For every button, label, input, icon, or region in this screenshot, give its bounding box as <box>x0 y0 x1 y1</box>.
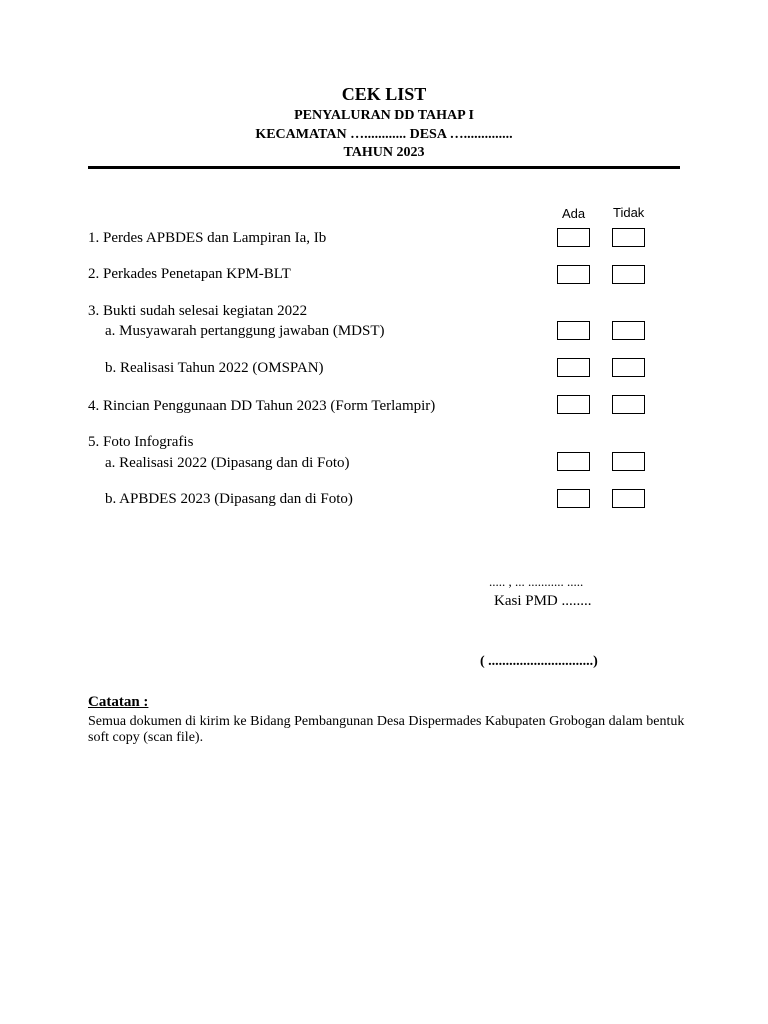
checklist-item-5a: a. Realisasi 2022 (Dipasang dan di Foto) <box>105 455 350 471</box>
document-title: CEK LIST <box>341 84 427 104</box>
column-tidak-label: Tidak <box>613 205 645 220</box>
checklist-item-4: 4. Rincian Penggunaan DD Tahun 2023 (Form Terlampir) <box>88 398 436 414</box>
checklist-item-1: 1. Perdes APBDES dan Lampiran Ia, Ib <box>88 230 327 246</box>
checkbox-ada-item-4[interactable] <box>557 395 590 414</box>
checklist-item-2: 2. Perkades Penetapan KPM-BLT <box>88 266 291 282</box>
subtitle-line-2: KECAMATAN …............ DESA ….............. <box>255 127 513 142</box>
signature-name: ( ..............................) <box>480 654 598 669</box>
checkbox-ada-item-3a[interactable] <box>557 321 590 340</box>
checkbox-ada-item-2[interactable] <box>557 265 590 284</box>
checkbox-ada-item-5b[interactable] <box>557 489 590 508</box>
subtitle-line-3: TAHUN 2023 <box>343 145 425 160</box>
column-ada-label: Ada <box>562 206 586 221</box>
checkbox-ada-item-1[interactable] <box>557 228 590 247</box>
checkbox-tidak-item-4[interactable] <box>612 395 645 414</box>
checkbox-tidak-item-3a[interactable] <box>612 321 645 340</box>
signature-position: Kasi PMD ........ <box>494 593 592 609</box>
checkbox-tidak-item-5a[interactable] <box>612 452 645 471</box>
signature-place-date: ..... , ... ........... ..... <box>489 574 584 589</box>
checklist-item-3: 3. Bukti sudah selesai kegiatan 2022 <box>88 303 308 319</box>
checklist-item-3b: b. Realisasi Tahun 2022 (OMSPAN) <box>105 360 324 376</box>
checklist-item-5: 5. Foto Infografis <box>88 434 194 450</box>
checkbox-tidak-item-2[interactable] <box>612 265 645 284</box>
header-divider <box>88 166 680 169</box>
checkbox-tidak-item-1[interactable] <box>612 228 645 247</box>
subtitle-line-1: PENYALURAN DD TAHAP I <box>294 108 474 123</box>
checkbox-tidak-item-5b[interactable] <box>612 489 645 508</box>
checkbox-ada-item-5a[interactable] <box>557 452 590 471</box>
checklist-item-5b: b. APBDES 2023 (Dipasang dan di Foto) <box>105 491 353 507</box>
checklist-item-3a: a. Musyawarah pertanggung jawaban (MDST) <box>105 323 385 339</box>
checkbox-ada-item-3b[interactable] <box>557 358 590 377</box>
checkbox-tidak-item-3b[interactable] <box>612 358 645 377</box>
note-text: Semua dokumen di kirim ke Bidang Pembangunan Desa Dispermades Kabupaten Grobogan dalam bentuk soft copy (scan file). <box>88 714 685 745</box>
note-heading: Catatan : <box>88 694 149 710</box>
